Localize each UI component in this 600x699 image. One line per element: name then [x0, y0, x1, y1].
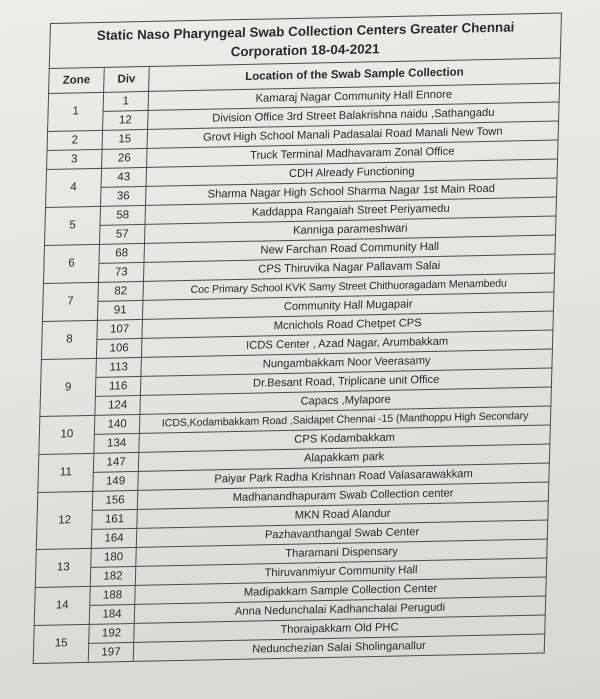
div-cell: 134 — [94, 433, 140, 453]
div-cell: 15 — [102, 129, 148, 149]
location-cell: Division Office 3rd Street Balakrishna naidu ,Sathangadu — [148, 102, 560, 129]
location-cell: Madipakkam Sample Collection Center — [135, 577, 547, 604]
location-cell: Pazhavanthangal Swab Center — [136, 520, 548, 547]
location-cell: Alapakkam park — [138, 444, 550, 471]
div-cell: 180 — [91, 547, 137, 567]
div-cell: 164 — [91, 528, 137, 548]
location-cell: Thiruvanmiyur Community Hall — [135, 558, 547, 585]
div-cell: 197 — [88, 642, 134, 662]
document-sheet — [33, 13, 562, 664]
div-cell: 147 — [93, 452, 139, 472]
div-header: Div — [104, 66, 150, 92]
zone-cell: 8 — [41, 320, 97, 359]
location-cell: Community Hall Mugapair — [142, 292, 554, 319]
div-cell: 36 — [101, 186, 147, 206]
zone-cell: 7 — [42, 282, 98, 321]
zone-cell: 15 — [33, 624, 89, 663]
div-cell: 106 — [96, 338, 142, 358]
location-cell: Truck Terminal Madhavaram Zonal Office — [147, 140, 559, 167]
div-cell: 12 — [103, 110, 149, 130]
location-cell: CPS Thiruvika Nagar Pallavam Salai — [143, 254, 555, 281]
div-cell: 156 — [92, 490, 138, 510]
zone-cell: 11 — [38, 453, 94, 492]
zone-header: Zone — [49, 67, 105, 93]
zone-cell: 13 — [35, 548, 91, 587]
swab-centers-table — [33, 13, 562, 664]
zone-cell: 6 — [43, 244, 99, 283]
zone-cell: 5 — [44, 206, 100, 245]
location-cell: Anna Nedunchalai Kadhanchalai Perugudi — [134, 596, 546, 623]
location-cell: ICDS,Kodambakkam Road ,Saidapet Chennai -15 (Manthoppu High Secondary — [139, 406, 551, 433]
zone-cell: 1 — [48, 92, 104, 131]
zone-cell: 12 — [36, 491, 93, 549]
div-cell: 113 — [96, 357, 142, 377]
location-cell: Kanniga parameshwari — [144, 216, 556, 243]
div-cell: 124 — [95, 395, 141, 415]
location-cell: Thoraipakkam Old PHC — [134, 615, 546, 642]
div-cell: 82 — [98, 281, 144, 301]
zone-cell: 10 — [39, 415, 95, 454]
div-cell: 116 — [95, 376, 141, 396]
location-cell: Grovt High School Manali Padasalai Road Manali New Town — [147, 121, 559, 148]
location-cell: Capacs ,Mylapore — [140, 387, 552, 414]
div-cell: 188 — [90, 585, 136, 605]
div-cell: 140 — [94, 414, 140, 434]
div-cell: 57 — [99, 224, 145, 244]
location-cell: Paiyar Park Radha Krishnan Road Valasarawakkam — [138, 463, 550, 490]
location-cell: CPS Kodambakkam — [139, 425, 551, 452]
div-cell: 91 — [97, 300, 143, 320]
zone-cell: 14 — [34, 586, 90, 625]
location-cell: Kamaraj Nagar Community Hall Ennore — [148, 83, 560, 110]
location-cell: Coc Primary School KVK Samy Street Chithuoragadam Menambedu — [143, 273, 555, 300]
title-line-1: Static Naso Pharyngeal Swab Collection Centers Greater Chennai — [96, 19, 515, 44]
div-cell: 43 — [101, 167, 147, 187]
div-cell: 68 — [99, 243, 145, 263]
zone-cell: 3 — [47, 149, 103, 169]
location-cell: Mcnichols Road Chetpet CPS — [142, 311, 554, 338]
location-cell: ICDS Center , Azad Nagar, Arumbakkam — [141, 330, 553, 357]
div-cell: 73 — [98, 262, 144, 282]
div-cell: 149 — [93, 471, 139, 491]
div-cell: 161 — [92, 509, 138, 529]
location-cell: Dr.Besant Road, Triplicane unit Office — [140, 368, 552, 395]
div-cell: 26 — [102, 148, 148, 168]
location-cell: Nungambakkam Noor Veerasamy — [141, 349, 553, 376]
location-cell: Tharamani Dispensary — [136, 539, 548, 566]
location-cell: MKN Road Alandur — [137, 501, 549, 528]
location-cell: New Farchan Road Community Hall — [144, 235, 556, 262]
zone-cell: 9 — [40, 358, 97, 416]
location-cell: Nedunchezian Salai Sholinganallur — [133, 634, 545, 661]
div-cell: 182 — [90, 566, 136, 586]
title-line-2: Corporation 18-04-2021 — [230, 41, 380, 60]
div-cell: 192 — [89, 623, 135, 643]
location-cell: Madhanandhapuram Swab Collection center — [137, 482, 549, 509]
div-cell: 1 — [103, 91, 149, 111]
zone-cell: 4 — [46, 168, 102, 207]
zone-cell: 2 — [47, 130, 103, 150]
location-cell: Sharma Nagar High School Sharma Nagar 1st Main Road — [146, 178, 558, 205]
location-header: Location of the Swab Sample Collection — [149, 58, 561, 91]
div-cell: 107 — [97, 319, 143, 339]
div-cell: 184 — [89, 604, 135, 624]
div-cell: 58 — [100, 205, 146, 225]
location-cell: CDH Already Functioning — [146, 159, 558, 186]
location-cell: Kaddappa Rangaiah Street Periyamedu — [145, 197, 557, 224]
